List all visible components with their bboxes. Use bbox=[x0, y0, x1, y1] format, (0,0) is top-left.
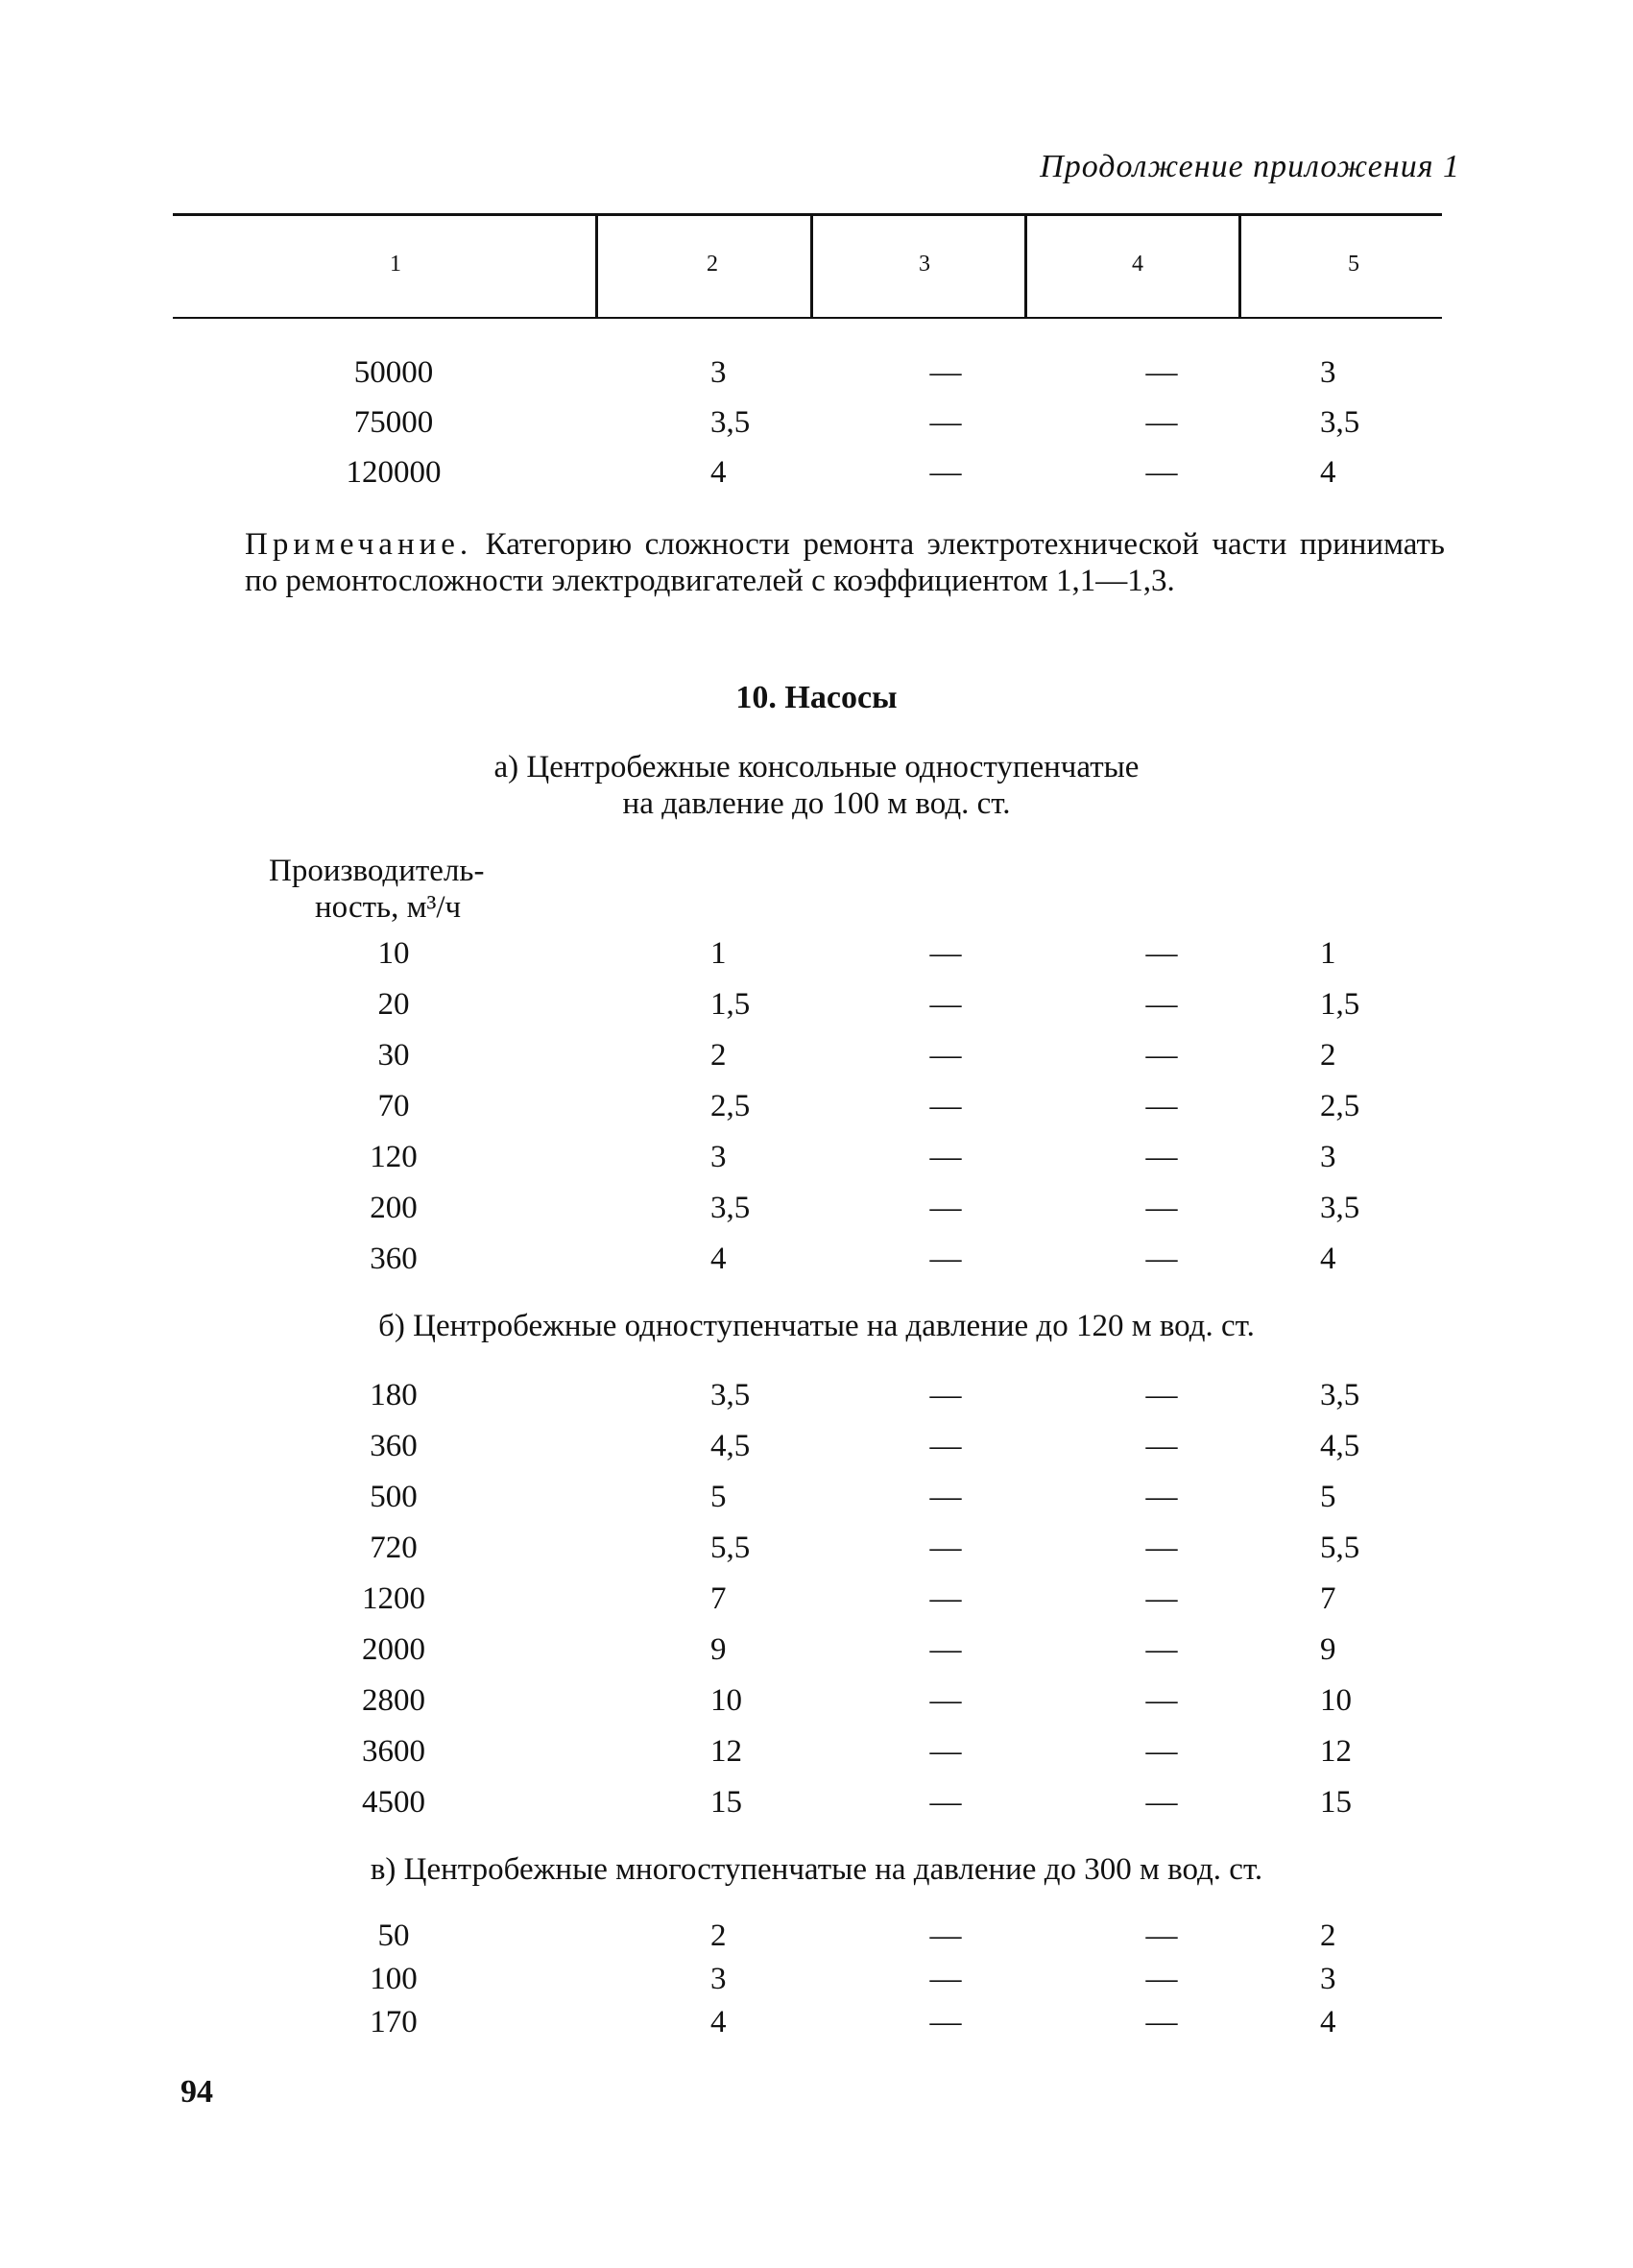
table-cell: — bbox=[929, 405, 962, 440]
table-row bbox=[0, 1531, 1633, 1580]
table-cell: 2 bbox=[1320, 1918, 1336, 1953]
table-cell: — bbox=[1145, 2005, 1178, 2039]
column-number: 3 bbox=[919, 252, 930, 277]
table-cell: — bbox=[1145, 1429, 1178, 1463]
table-cell: 3,5 bbox=[710, 1378, 751, 1412]
table-cell: 3 bbox=[1320, 1140, 1336, 1174]
subsection-a-line2: на давление до 100 м вод. ст. bbox=[622, 786, 1011, 821]
table-cell: — bbox=[1145, 1785, 1178, 1820]
table-cell: 4500 bbox=[362, 1785, 425, 1820]
table-cell: 4,5 bbox=[710, 1429, 751, 1463]
table-row bbox=[0, 1242, 1633, 1291]
table-cell: 1,5 bbox=[710, 987, 751, 1022]
table-cell: — bbox=[929, 2005, 962, 2039]
table-cell: 9 bbox=[1320, 1632, 1336, 1667]
note bbox=[245, 526, 1445, 599]
table-cell: — bbox=[929, 1632, 962, 1667]
table-row bbox=[0, 1581, 1633, 1631]
column-number: 2 bbox=[707, 252, 718, 277]
table-cell: 4 bbox=[710, 1242, 727, 1276]
table-row bbox=[0, 1480, 1633, 1530]
table-cell: — bbox=[1145, 1734, 1178, 1769]
table-cell: — bbox=[929, 936, 962, 971]
table-cell: 10 bbox=[1320, 1683, 1352, 1718]
table-cell: — bbox=[929, 455, 962, 490]
table-row bbox=[0, 1038, 1633, 1088]
table-cell: 70 bbox=[377, 1089, 410, 1123]
table-cell: 10 bbox=[710, 1683, 742, 1718]
note-label: Примечание. bbox=[245, 527, 473, 562]
table-cell: 500 bbox=[370, 1480, 418, 1514]
column-divider bbox=[1238, 216, 1241, 317]
subsection-c: в) Центробежные многоступенчатые на давление до 300 м вод. ст. bbox=[370, 1852, 1263, 1887]
table-cell: 3,5 bbox=[1320, 1378, 1360, 1412]
table-cell: 180 bbox=[370, 1378, 418, 1412]
table-cell: — bbox=[929, 1683, 962, 1718]
table-cell: 15 bbox=[1320, 1785, 1352, 1820]
table-cell: 3 bbox=[710, 355, 727, 390]
table-cell: 12 bbox=[1320, 1734, 1352, 1769]
table-cell: 2000 bbox=[362, 1632, 425, 1667]
table-cell: 2 bbox=[1320, 1038, 1336, 1073]
column-label-line2: ность, м³/ч bbox=[315, 890, 462, 925]
table-cell: 2,5 bbox=[1320, 1089, 1360, 1123]
column-divider bbox=[595, 216, 598, 317]
table-cell: — bbox=[929, 1038, 962, 1073]
table-cell: 120000 bbox=[346, 455, 442, 490]
table-cell: 4 bbox=[1320, 2005, 1336, 2039]
table-cell: 1200 bbox=[362, 1581, 425, 1616]
column-label-line1: Производитель- bbox=[269, 854, 485, 888]
table-cell: — bbox=[1145, 1683, 1178, 1718]
table-cell: 4 bbox=[1320, 455, 1336, 490]
table-row bbox=[0, 355, 1633, 405]
table-cell: 1 bbox=[710, 936, 727, 971]
table-cell: 360 bbox=[370, 1242, 418, 1276]
table-cell: 4 bbox=[1320, 1242, 1336, 1276]
table-cell: — bbox=[1145, 1140, 1178, 1174]
table-cell: — bbox=[1145, 1089, 1178, 1123]
column-label bbox=[269, 853, 484, 926]
column-number: 5 bbox=[1348, 252, 1359, 277]
table-cell: — bbox=[929, 1785, 962, 1820]
table-cell: — bbox=[929, 1089, 962, 1123]
table-cell: — bbox=[1145, 1038, 1178, 1073]
table-cell: — bbox=[929, 987, 962, 1022]
table-cell: — bbox=[929, 1378, 962, 1412]
table-row bbox=[0, 1429, 1633, 1479]
table-cell: 3,5 bbox=[1320, 1191, 1360, 1225]
table-cell: — bbox=[1145, 355, 1178, 390]
table-cell: 4 bbox=[710, 455, 727, 490]
table-cell: 720 bbox=[370, 1531, 418, 1565]
table-cell: 2 bbox=[710, 1918, 727, 1953]
table-cell: — bbox=[1145, 987, 1178, 1022]
table-cell: 200 bbox=[370, 1191, 418, 1225]
table-cell: — bbox=[929, 1191, 962, 1225]
column-number: 1 bbox=[390, 252, 401, 277]
table-cell: — bbox=[1145, 1632, 1178, 1667]
table-cell: 3 bbox=[1320, 355, 1336, 390]
table-cell: 170 bbox=[370, 2005, 418, 2039]
column-divider bbox=[810, 216, 813, 317]
table-cell: — bbox=[929, 1918, 962, 1953]
table-cell: 5 bbox=[1320, 1480, 1336, 1514]
table-cell: — bbox=[1145, 1962, 1178, 1996]
table-cell: 3,5 bbox=[710, 1191, 751, 1225]
table-cell: 3 bbox=[710, 1962, 727, 1996]
table-row bbox=[0, 1378, 1633, 1428]
table-row bbox=[0, 455, 1633, 505]
table-cell: — bbox=[1145, 405, 1178, 440]
running-head: Продолжение приложения 1 bbox=[1040, 149, 1460, 184]
table-cell: 2 bbox=[710, 1038, 727, 1073]
table-cell: 1 bbox=[1320, 936, 1336, 971]
table-row bbox=[0, 1683, 1633, 1733]
table-cell: 7 bbox=[710, 1581, 727, 1616]
table-cell: — bbox=[929, 1581, 962, 1616]
section-title: 10. Насосы bbox=[735, 680, 898, 715]
table-cell: 50 bbox=[377, 1918, 410, 1953]
table-row bbox=[0, 936, 1633, 986]
table-cell: 7 bbox=[1320, 1581, 1336, 1616]
table-row bbox=[0, 1632, 1633, 1682]
column-divider bbox=[1024, 216, 1027, 317]
table-cell: 75000 bbox=[353, 405, 434, 440]
table-cell: 5 bbox=[710, 1480, 727, 1514]
column-number: 4 bbox=[1132, 252, 1143, 277]
table-cell: 5,5 bbox=[710, 1531, 751, 1565]
table-cell: 100 bbox=[370, 1962, 418, 1996]
table-cell: — bbox=[1145, 1531, 1178, 1565]
table-row bbox=[0, 1734, 1633, 1784]
table-cell: — bbox=[929, 1140, 962, 1174]
table-cell: — bbox=[1145, 1581, 1178, 1616]
table-row bbox=[0, 405, 1633, 455]
table-cell: 2,5 bbox=[710, 1089, 751, 1123]
table-cell: — bbox=[929, 1734, 962, 1769]
table-cell: 1,5 bbox=[1320, 987, 1360, 1022]
table-cell: — bbox=[929, 1962, 962, 1996]
table-cell: — bbox=[1145, 1918, 1178, 1953]
table-cell: — bbox=[929, 355, 962, 390]
table-cell: 10 bbox=[377, 936, 410, 971]
table-row bbox=[0, 2005, 1633, 2055]
table-cell: 4,5 bbox=[1320, 1429, 1360, 1463]
table-cell: 4 bbox=[710, 2005, 727, 2039]
table-cell: 3600 bbox=[362, 1734, 425, 1769]
table-cell: 120 bbox=[370, 1140, 418, 1174]
table-row bbox=[0, 1140, 1633, 1190]
table-cell: 30 bbox=[377, 1038, 410, 1073]
table-cell: 2800 bbox=[362, 1683, 425, 1718]
subsection-b: б) Центробежные одноступенчатые на давление до 120 м вод. ст. bbox=[378, 1309, 1255, 1343]
table-cell: 3 bbox=[710, 1140, 727, 1174]
table-cell: — bbox=[929, 1531, 962, 1565]
table-cell: — bbox=[1145, 1191, 1178, 1225]
table-row bbox=[0, 1191, 1633, 1241]
table-cell: 360 bbox=[370, 1429, 418, 1463]
table-top-rule bbox=[173, 213, 1442, 216]
table-cell: — bbox=[1145, 1242, 1178, 1276]
table-cell: 3 bbox=[1320, 1962, 1336, 1996]
table-row bbox=[0, 1785, 1633, 1835]
table-cell: 9 bbox=[710, 1632, 727, 1667]
note-text: Категорию сложности ремонта электротехнической части принимать по ремонтосложности электродвигателей с коэффициентом 1,1—1,3. bbox=[245, 527, 1445, 598]
table-cell: 5,5 bbox=[1320, 1531, 1360, 1565]
table-cell: 15 bbox=[710, 1785, 742, 1820]
table-row bbox=[0, 987, 1633, 1037]
table-cell: 3,5 bbox=[710, 405, 751, 440]
table-cell: — bbox=[1145, 936, 1178, 971]
table-cell: 12 bbox=[710, 1734, 742, 1769]
table-cell: — bbox=[929, 1242, 962, 1276]
table-cell: 20 bbox=[377, 987, 410, 1022]
table-header-rule bbox=[173, 317, 1442, 319]
table-cell: 50000 bbox=[353, 355, 434, 390]
table-cell: — bbox=[929, 1480, 962, 1514]
table-cell: — bbox=[1145, 1480, 1178, 1514]
page-number: 94 bbox=[180, 2074, 213, 2110]
subsection-a-line1: а) Центробежные консольные одноступенчатые bbox=[493, 750, 1140, 784]
table-cell: — bbox=[929, 1429, 962, 1463]
table-row bbox=[0, 1089, 1633, 1139]
table-cell: 3,5 bbox=[1320, 405, 1360, 440]
table-cell: — bbox=[1145, 1378, 1178, 1412]
table-cell: — bbox=[1145, 455, 1178, 490]
